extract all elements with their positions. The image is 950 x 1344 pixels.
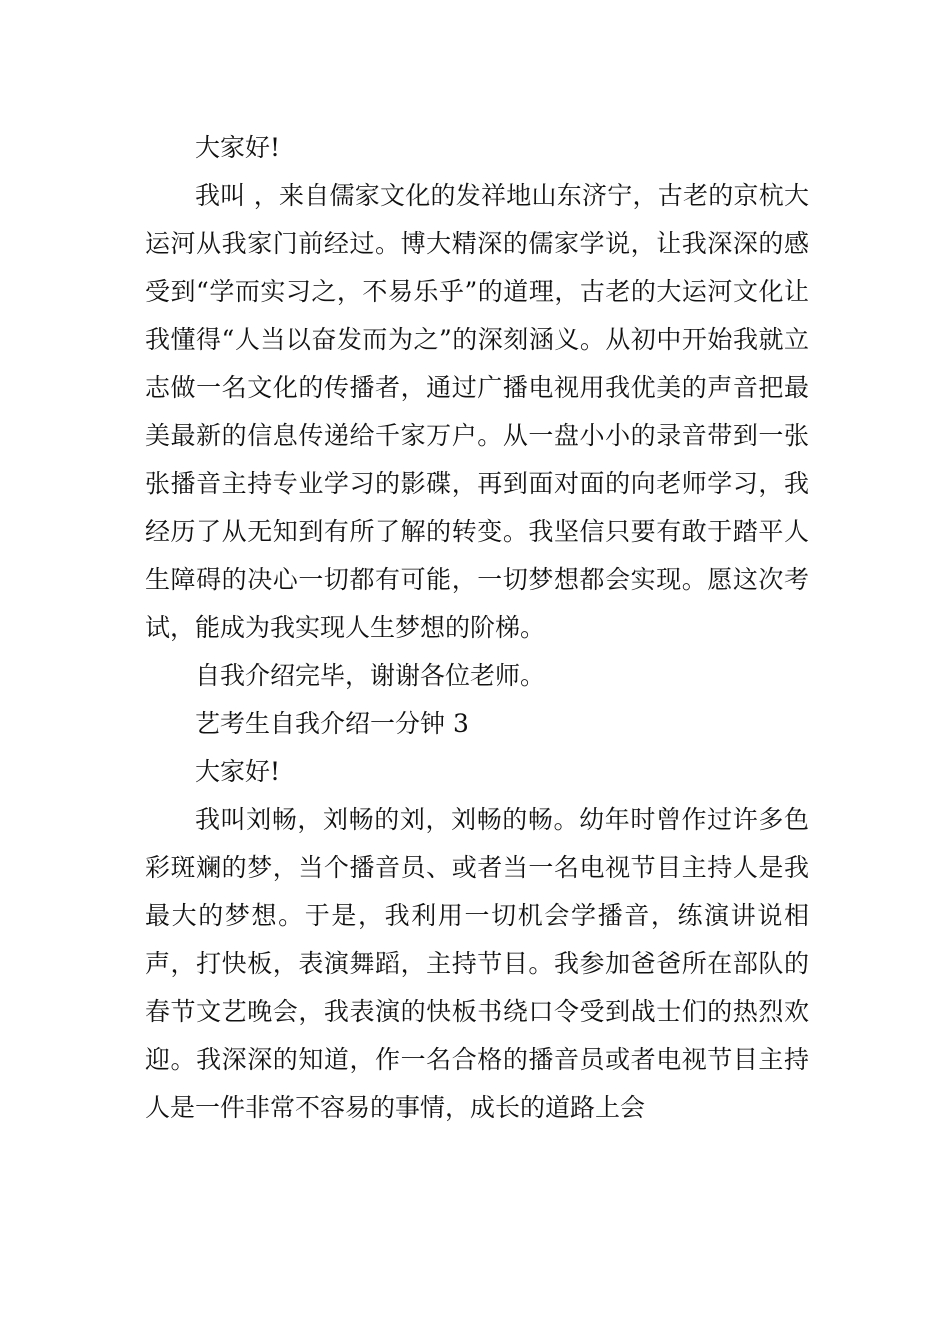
greeting-paragraph: 大家好! (195, 133, 281, 162)
document-body (145, 124, 809, 1132)
greeting-paragraph: 大家好! (195, 757, 281, 786)
closing-paragraph: 自我介绍完毕，谢谢各位老师。 (195, 661, 546, 690)
section-heading: 艺考生自我介绍一分钟 3 (195, 709, 469, 738)
body-paragraph: 我叫 ，来自儒家文化的发祥地山东济宁，古老的京杭大运河从我家门前经过。博大精深的儒家学说，让我深深的感受到“学而实习之，不易乐乎”的道理，古老的大运河文化让我懂得“人当以奋发而为之”的深刻涵义。从初中开始我就立志做一名文化的传播者，通过广播电视用我优美的声音把最美最新的信息传递给千家万户。从一盘小小的录音带到一张张播音主持专业学习的影碟，再到面对面的向老师学习，我经历了从无知到有所了解的转变。我坚信只要有敢于踏平人生障碍的决心一切都有可能，一切梦想都会实现。愿这次考试，能成为我实现人生梦想的阶梯。 (145, 181, 809, 642)
body-paragraph: 我叫刘畅，刘畅的刘，刘畅的畅。幼年时曾作过许多色彩斑斓的梦，当个播音员、或者当一名电视节目主持人是我最大的梦想。于是，我利用一切机会学播音，练演讲说相声，打快板，表演舞蹈，主持节目。我参加爸爸所在部队的春节文艺晚会，我表演的快板书绕口令受到战士们的热烈欢迎。我深深的知道，作一名合格的播音员或者电视节目主持人是一件非常不容易的事情，成长的道路上会 (145, 805, 809, 1122)
